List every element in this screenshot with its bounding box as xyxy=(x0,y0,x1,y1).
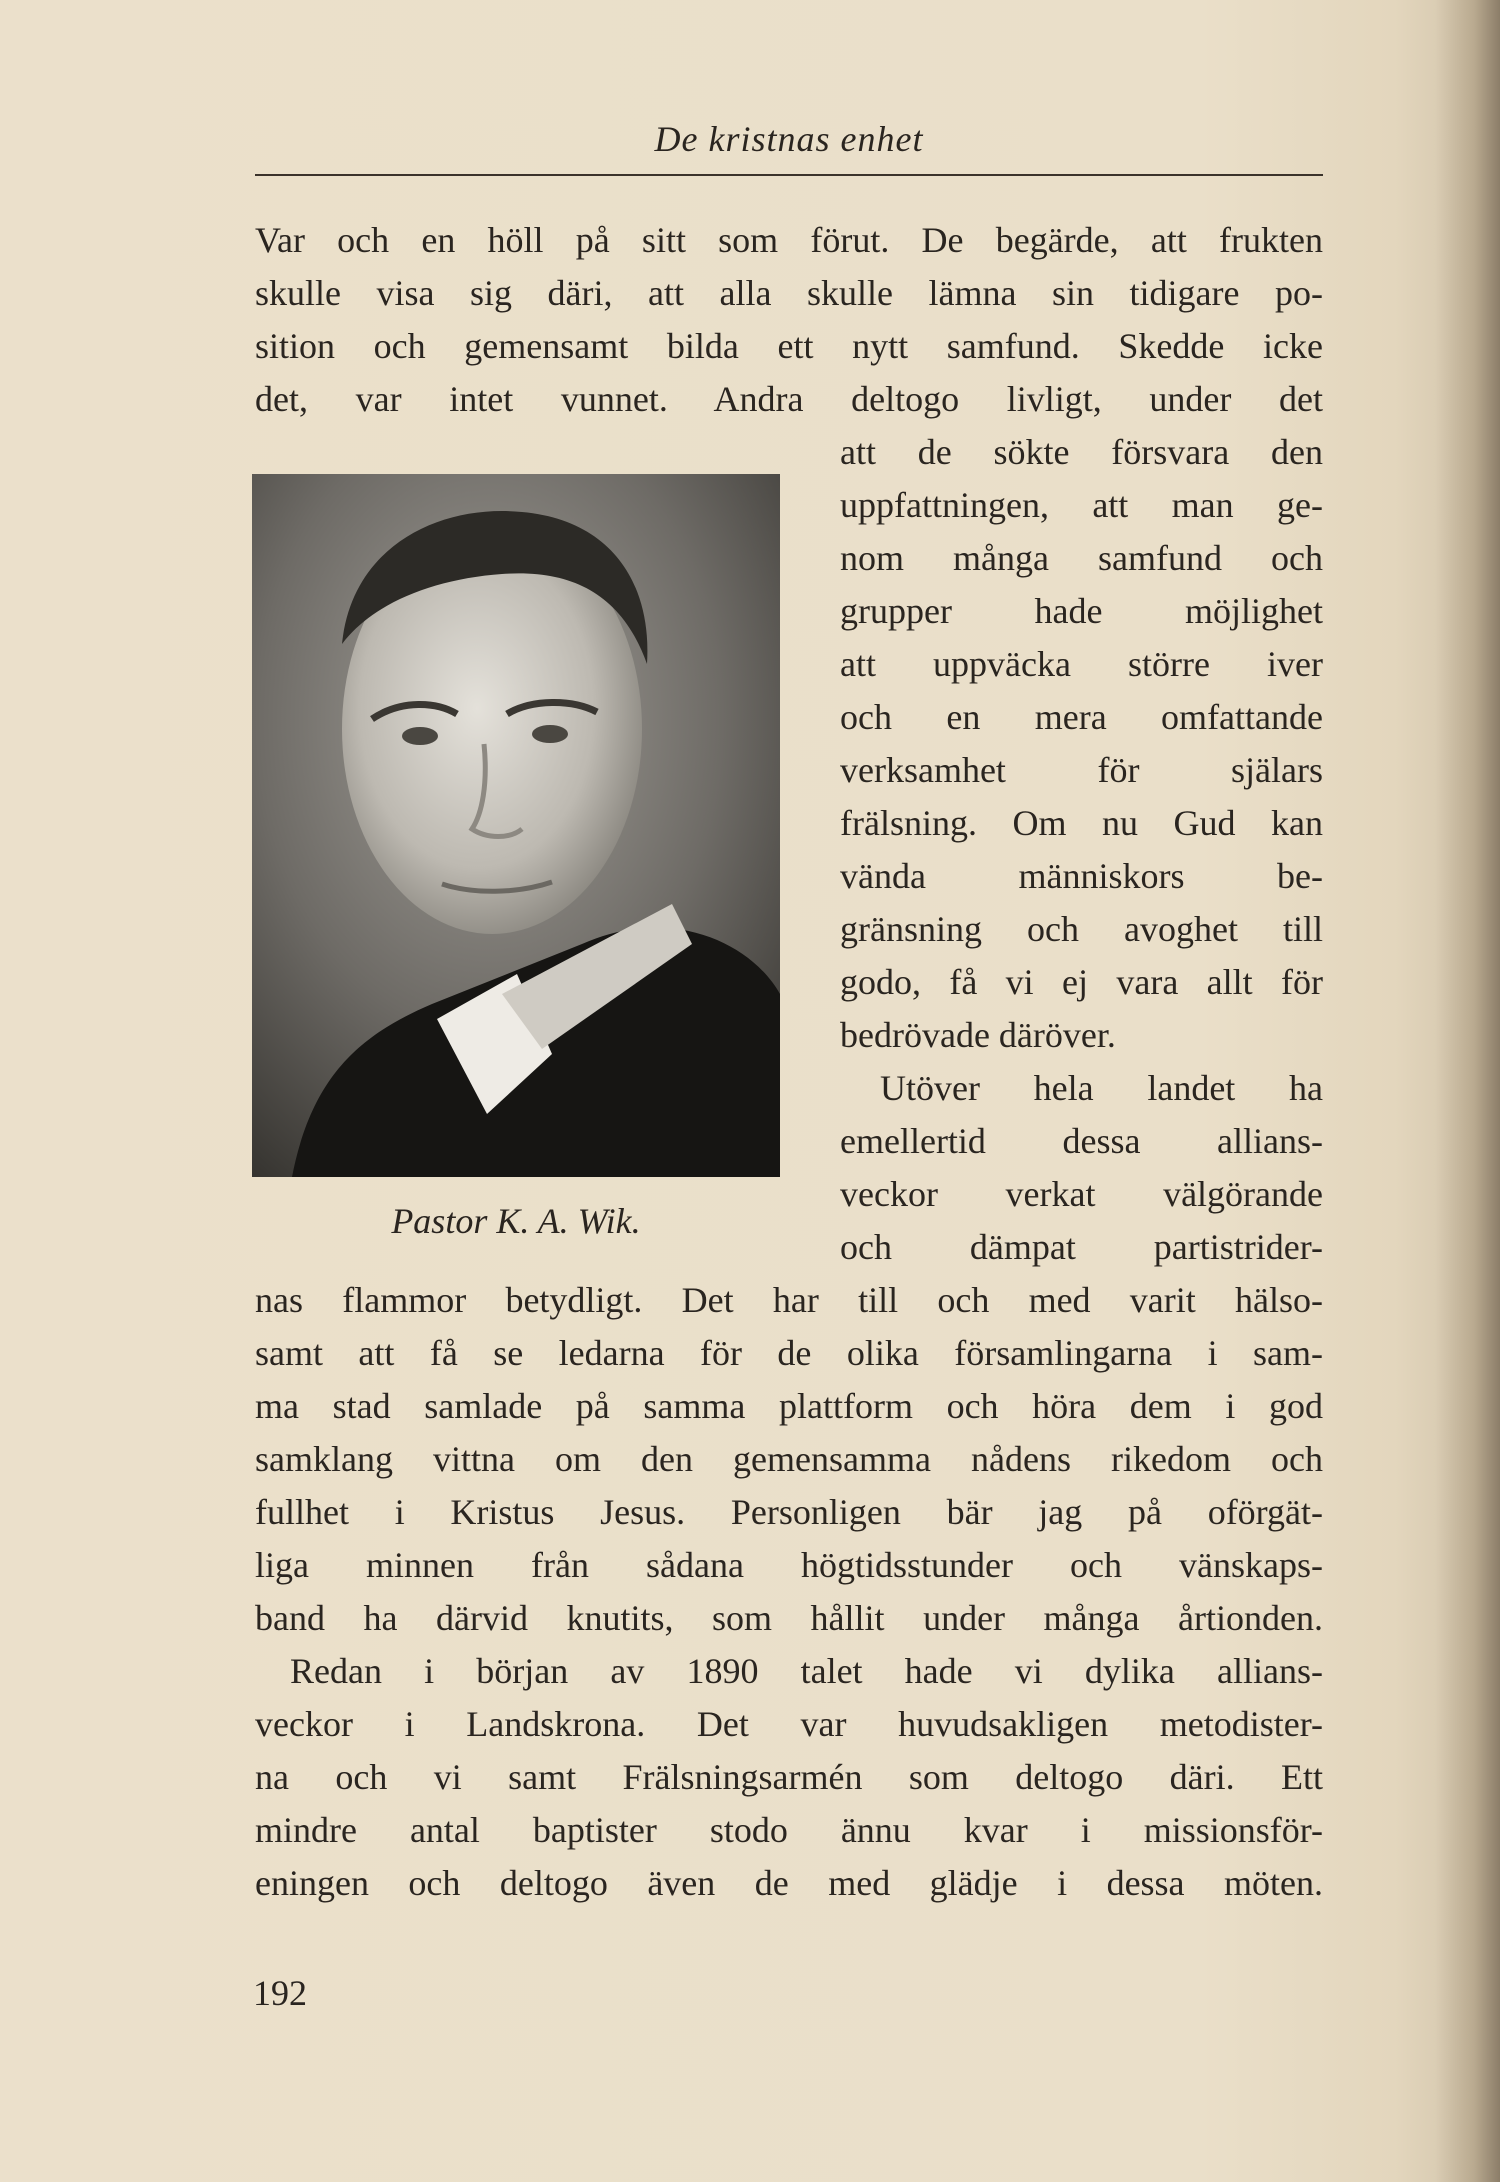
text-line: och en mera omfattande xyxy=(840,697,1323,737)
running-title: De kristnas enhet xyxy=(654,119,924,159)
figure-caption: Pastor K. A. Wik. xyxy=(391,1201,641,1241)
text-line: fullhet i Kristus Jesus. Personligen bär jag på oförgät- xyxy=(255,1492,1323,1532)
text-line: bedrövade däröver. xyxy=(840,1015,1116,1055)
text-line: att uppväcka större iver xyxy=(840,644,1323,684)
text-line: band ha därvid knutits, som hållit under många årtionden. xyxy=(255,1598,1323,1638)
text-line: nas flammor betydligt. Det har till och med varit hälso- xyxy=(255,1280,1323,1320)
text-line: eningen och deltogo även de med glädje i dessa möten. xyxy=(255,1863,1323,1903)
portrait-photo xyxy=(252,474,780,1177)
text-line: frälsning. Om nu Gud kan xyxy=(840,803,1323,843)
text-line: det, var intet vunnet. Andra deltogo livligt, under det xyxy=(255,379,1323,419)
page-spine-shadow xyxy=(1435,0,1500,2182)
text-line: samklang vittna om den gemensamma nådens rikedom och xyxy=(255,1439,1323,1479)
text-line: skulle visa sig däri, att alla skulle lämna sin tidigare po- xyxy=(255,273,1323,313)
text-line: vända människors be- xyxy=(840,856,1323,896)
text-line: na och vi samt Frälsningsarmén som deltogo däri. Ett xyxy=(255,1757,1323,1797)
text-line: uppfattningen, att man ge- xyxy=(840,485,1323,525)
text-line: veckor verkat välgörande xyxy=(840,1174,1323,1214)
text-line: veckor i Landskrona. Det var huvudsakligen metodister- xyxy=(255,1704,1323,1744)
text-line: att de sökte försvara den xyxy=(840,432,1323,472)
text-line: emellertid dessa allians- xyxy=(840,1121,1323,1161)
text-line: grupper hade möjlighet xyxy=(840,591,1323,631)
text-line: ma stad samlade på samma plattform och höra dem i god xyxy=(255,1386,1323,1426)
page-number: 192 xyxy=(253,1973,307,2013)
text-line: mindre antal baptister stodo ännu kvar i missionsför- xyxy=(255,1810,1323,1850)
text-line: Redan i början av 1890 talet hade vi dylika allians- xyxy=(290,1651,1323,1691)
text-line: verksamhet för själars xyxy=(840,750,1323,790)
text-line: godo, få vi ej vara allt för xyxy=(840,962,1323,1002)
text-line: nom många samfund och xyxy=(840,538,1323,578)
text-line: Var och en höll på sitt som förut. De begärde, att frukten xyxy=(255,220,1323,260)
header-rule xyxy=(255,174,1323,176)
text-line: samt att få se ledarna för de olika församlingarna i sam- xyxy=(255,1333,1323,1373)
text-line: sition och gemensamt bilda ett nytt samfund. Skedde icke xyxy=(255,326,1323,366)
text-line: gränsning och avoghet till xyxy=(840,909,1323,949)
text-line: och dämpat partistrider- xyxy=(840,1227,1323,1267)
text-line: liga minnen från sådana högtidsstunder och vänskaps- xyxy=(255,1545,1323,1585)
text-line: Utöver hela landet ha xyxy=(880,1068,1323,1108)
